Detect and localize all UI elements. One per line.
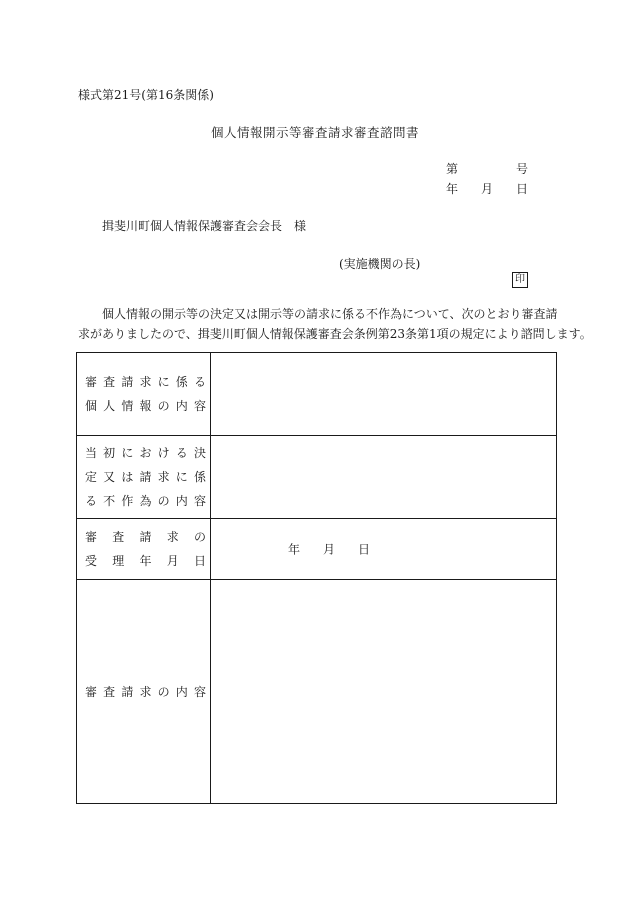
label-char: 査 (103, 684, 116, 699)
receipt-date-day: 日 (358, 542, 371, 557)
label-line (85, 465, 206, 489)
label-char: 係 (175, 375, 188, 389)
doc-date-year: 年 (446, 182, 459, 196)
sender: (実施機関の長) (339, 257, 421, 271)
receipt-date-month: 月 (323, 542, 336, 557)
label-char: る (175, 446, 188, 460)
label-char: 決 (193, 446, 206, 460)
label-line (85, 680, 206, 704)
label-char: 容 (193, 684, 206, 699)
receipt-date-year: 年 (288, 542, 301, 557)
label-char: 査 (103, 375, 116, 389)
label-char: 年 (139, 554, 152, 568)
label-char: 係 (193, 470, 206, 484)
label-line (85, 370, 206, 394)
label-char: 作 (121, 494, 134, 508)
label-char: 理 (112, 554, 125, 568)
label-char: 人 (103, 399, 116, 413)
doc-number-suffix: 号 (516, 162, 529, 176)
label-char: 当 (85, 446, 98, 460)
label-char: 報 (139, 399, 152, 413)
label-line (85, 489, 206, 513)
body-line-1: 個人情報の開示等の決定又は開示等の請求に係る不作為について、次のとおり審査請 (102, 307, 558, 321)
label-char: お (139, 446, 152, 460)
field-request-content[interactable] (211, 580, 557, 804)
label-char: 内 (175, 399, 188, 413)
label-char: 個 (85, 399, 98, 413)
table-row (77, 353, 557, 436)
form-table (76, 352, 557, 804)
body-line-2: 求がありましたので、揖斐川町個人情報保護審査会条例第23条第1項の規定により諮問します。 (78, 327, 592, 341)
label-char: 求 (166, 530, 179, 544)
label-char: け (157, 446, 170, 460)
label-char: の (193, 530, 206, 544)
label-char: 不 (103, 494, 116, 508)
table-row (77, 580, 557, 804)
label-char: 請 (139, 470, 152, 484)
label-char: 請 (121, 684, 134, 699)
label-char: 請 (121, 375, 134, 389)
label-requested-info (77, 353, 211, 436)
seal-mark: 印 (512, 272, 528, 288)
label-line (85, 525, 206, 549)
label-char: る (193, 375, 206, 389)
label-char: の (157, 494, 170, 508)
form-number: 様式第21号(第16条関係) (78, 88, 214, 102)
label-char: 日 (193, 554, 206, 568)
label-char: 内 (175, 494, 188, 508)
label-char: 又 (103, 470, 116, 484)
label-char: 請 (139, 530, 152, 544)
field-original-decision[interactable] (211, 436, 557, 519)
label-char: 定 (85, 470, 98, 484)
label-char: の (157, 399, 170, 413)
label-original-decision (77, 436, 211, 519)
label-char: 受 (85, 554, 98, 568)
label-request-content (77, 580, 211, 804)
document-title: 個人情報開示等審査請求審査諮問書 (210, 125, 419, 140)
label-receipt-date (77, 519, 211, 580)
addressee: 揖斐川町個人情報保護審査会会長 様 (102, 219, 307, 233)
label-char: 月 (166, 554, 179, 568)
label-char: に (157, 375, 170, 389)
label-line (85, 549, 206, 573)
table-row (77, 436, 557, 519)
label-char: に (175, 470, 188, 484)
label-char: 求 (139, 684, 152, 699)
label-char: る (85, 494, 98, 508)
label-char: 容 (193, 399, 206, 413)
label-char: は (121, 470, 134, 484)
label-char: 審 (85, 375, 98, 389)
label-char: の (157, 684, 170, 699)
label-char: 内 (175, 684, 188, 699)
label-char: 審 (85, 530, 98, 544)
label-line (85, 394, 206, 418)
table-row (77, 519, 557, 580)
label-char: 容 (193, 494, 206, 508)
doc-number-prefix: 第 (446, 162, 459, 176)
label-char: 査 (112, 530, 125, 544)
label-char: 求 (139, 375, 152, 389)
field-requested-info[interactable] (211, 353, 557, 436)
doc-date-day: 日 (516, 182, 529, 196)
label-char: に (121, 446, 134, 460)
doc-date-month: 月 (481, 182, 494, 196)
label-char: 情 (121, 399, 134, 413)
body-text (78, 304, 592, 344)
label-line (85, 441, 206, 465)
field-receipt-date[interactable] (211, 519, 557, 580)
label-char: 審 (85, 684, 98, 699)
label-char: 初 (103, 446, 116, 460)
label-char: 求 (157, 470, 170, 484)
label-char: 為 (139, 494, 152, 508)
